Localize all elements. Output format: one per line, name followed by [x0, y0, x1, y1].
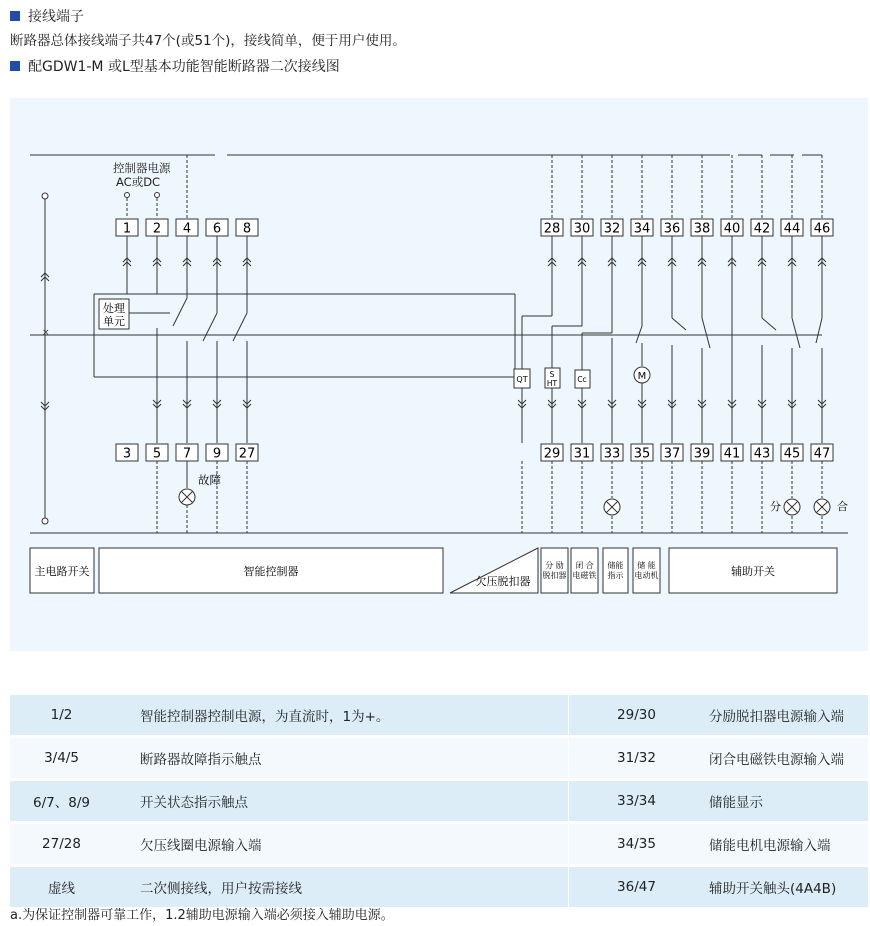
- legend-description: 二次侧接线，用户按需接线: [113, 866, 569, 909]
- section-title: 接线端子: [28, 9, 84, 25]
- terminal-number: 32: [603, 221, 621, 237]
- legend-description: 断路器故障指示触点: [113, 737, 569, 780]
- terminal-number: 31: [573, 446, 591, 462]
- legend-terminal: 3/4/5: [10, 737, 113, 780]
- square-bullet-icon: [10, 11, 20, 21]
- terminal-number: 40: [723, 221, 741, 237]
- legend-description: 辅助开关触头(4A4B): [704, 866, 868, 909]
- power-label: 控制器电源: [113, 161, 171, 175]
- wiring-diagram-svg: [10, 98, 868, 651]
- storage-motor-label: 电动机: [634, 571, 659, 580]
- legend-row: [10, 823, 868, 866]
- legend-row: [10, 737, 868, 780]
- legend-row: [10, 780, 868, 823]
- terminal-number: 43: [753, 446, 771, 462]
- terminal-number: 47: [813, 446, 831, 462]
- storage-indicator-label: 指示: [607, 571, 624, 580]
- square-bullet-icon: [10, 61, 20, 71]
- terminal-number: 6: [212, 221, 222, 237]
- terminal-number: 41: [723, 446, 741, 462]
- terminal-number: 4: [182, 221, 192, 237]
- main-switch-label: 主电路开关: [34, 565, 90, 578]
- qt-label: QT: [516, 375, 528, 384]
- shunt-label: 脱扣器: [542, 571, 567, 580]
- terminal-number: 9: [212, 446, 222, 462]
- section-header-diagram: [10, 56, 340, 76]
- terminal-number: 46: [813, 221, 831, 237]
- terminal-number: 27: [238, 446, 256, 462]
- legend-terminal: 6/7、8/9: [10, 780, 113, 823]
- legend-description: 欠压线圈电源输入端: [113, 823, 569, 866]
- terminal-number: 45: [783, 446, 801, 462]
- legend-description: 智能控制器控制电源，为直流时，1为+。: [113, 695, 569, 737]
- terminal-number: 42: [753, 221, 771, 237]
- legend-terminal: 34/35: [569, 823, 705, 866]
- sht-label: HT: [546, 379, 558, 388]
- section-title: 配GDW1-M 或L型基本功能智能断路器二次接线图: [28, 59, 340, 75]
- wiring-diagram: [10, 98, 868, 651]
- legend-description: 开关状态指示触点: [113, 780, 569, 823]
- terminal-number: 5: [152, 446, 162, 462]
- legend-terminal: 虚线: [10, 866, 113, 909]
- section-header-terminals: [10, 6, 84, 26]
- legend-description: 储能电机电源输入端: [704, 823, 868, 866]
- terminal-number: 35: [633, 446, 651, 462]
- terminal-number: 30: [573, 221, 591, 237]
- legend-terminal: 27/28: [10, 823, 113, 866]
- terminal-number: 8: [242, 221, 252, 237]
- terminal-number: 34: [633, 221, 651, 237]
- legend-terminal: 36/47: [569, 866, 705, 909]
- cc-label: Cc: [577, 375, 587, 384]
- aux-switch-label: 辅助开关: [731, 565, 775, 578]
- terminal-number: 28: [543, 221, 561, 237]
- processing-unit-label: 单元: [103, 315, 125, 328]
- legend-terminal: 29/30: [569, 695, 705, 737]
- terminal-number: 2: [152, 221, 162, 237]
- top-terminals: [116, 219, 833, 237]
- legend-description: 储能显示: [704, 780, 868, 823]
- closing-label: 闭 合: [575, 561, 594, 570]
- terminal-number: 1: [122, 221, 132, 237]
- terminal-number: 37: [663, 446, 681, 462]
- terminal-number: 39: [693, 446, 711, 462]
- controller-label: 智能控制器: [243, 565, 299, 578]
- storage-motor-label: 储 能: [637, 561, 656, 570]
- legend-terminal: 1/2: [10, 695, 113, 737]
- motor-label: M: [637, 371, 647, 382]
- legend-terminal: 33/34: [569, 780, 705, 823]
- legend-terminal: 31/32: [569, 737, 705, 780]
- footnote: a.为保证控制器可靠工作，1.2辅助电源输入端必须接入辅助电源。: [10, 908, 394, 923]
- power-label-type: AC或DC: [116, 175, 161, 189]
- legend-description: 分励脱扣器电源输入端: [704, 695, 868, 737]
- bottom-terminals: [116, 444, 833, 462]
- svg-text:×: ×: [42, 328, 50, 338]
- legend-row: [10, 695, 868, 737]
- terminal-number: 7: [182, 446, 192, 462]
- closing-label: 电磁铁: [572, 571, 597, 580]
- sht-label: S: [549, 370, 555, 379]
- terminal-number: 38: [693, 221, 711, 237]
- open-label: 分: [770, 500, 781, 513]
- legend-table: [10, 695, 868, 910]
- close-label: 合: [837, 500, 848, 513]
- legend-row: [10, 866, 868, 909]
- terminal-number: 44: [783, 221, 801, 237]
- terminal-number: 3: [122, 446, 132, 462]
- storage-indicator-label: 储能: [607, 561, 624, 570]
- section-description: 断路器总体接线端子共47个(或51个)，接线简单，便于用户使用。: [10, 33, 406, 49]
- fault-label: 故障: [198, 473, 221, 487]
- legend-description: 闭合电磁铁电源输入端: [704, 737, 868, 780]
- processing-unit-label: 处理: [103, 302, 125, 315]
- undervoltage-label: 欠压脱扣器: [475, 575, 531, 588]
- terminal-number: 29: [543, 446, 561, 462]
- terminal-number: 36: [663, 221, 681, 237]
- shunt-label: 分 励: [545, 561, 564, 570]
- terminal-number: 33: [603, 446, 621, 462]
